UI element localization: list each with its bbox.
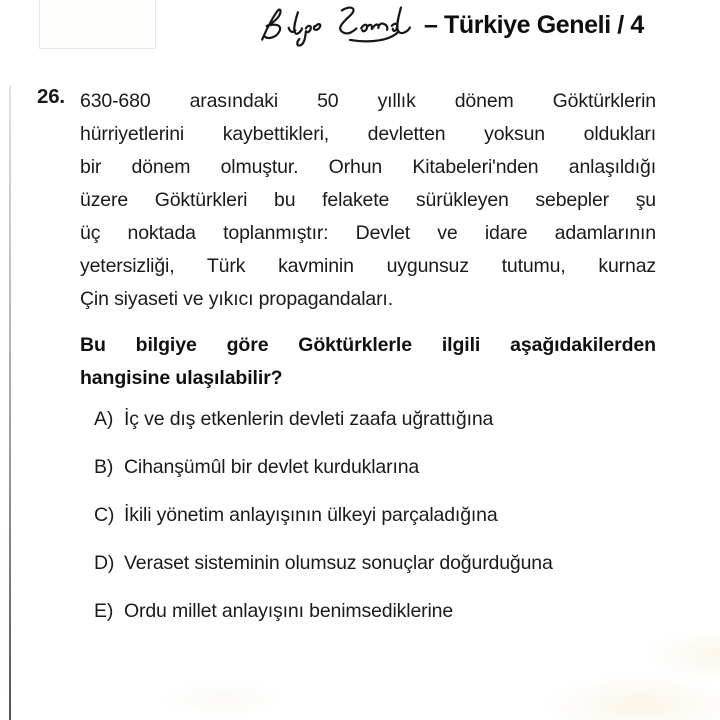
question-body-line: üzere Göktürkleri bu felakete sürükleyen sebepler şu bbox=[80, 189, 656, 211]
options-list bbox=[94, 403, 674, 643]
exam-header bbox=[252, 3, 644, 47]
question-body-line: üç noktada toplanmıştır: Devlet ve idare adamlarının bbox=[80, 222, 656, 244]
option-a bbox=[94, 403, 674, 436]
option-d bbox=[94, 547, 674, 580]
question-body bbox=[80, 85, 656, 316]
option-text: Cihanşümûl bir devlet kurduklarına bbox=[124, 456, 420, 478]
brand-signature-icon bbox=[252, 3, 415, 48]
question-body-line: hürriyetlerini kaybettikleri, devletten yoksun oldukları bbox=[80, 123, 656, 145]
option-text: İç ve dış etkenlerin devleti zaafa uğrattığına bbox=[124, 408, 494, 430]
question-stem bbox=[80, 329, 656, 395]
question-body-line: 630-680 arasındaki 50 yıllık dönem Göktürklerin bbox=[80, 90, 656, 112]
option-letter: D) bbox=[94, 552, 115, 574]
option-e bbox=[94, 595, 674, 628]
question-number: 26. bbox=[37, 85, 65, 108]
scan-box-artifact bbox=[39, 0, 156, 49]
option-text: Veraset sisteminin olumsuz sonuçlar doğurduğuna bbox=[124, 552, 553, 574]
option-b bbox=[94, 451, 674, 484]
option-letter: A) bbox=[94, 408, 114, 430]
exam-title: – Türkiye Geneli / 4 bbox=[424, 10, 644, 39]
option-letter: E) bbox=[94, 600, 114, 622]
question-body-line: Çin siyaseti ve yıkıcı propagandaları. bbox=[80, 288, 393, 310]
question-stem-line: hangisine ulaşılabilir? bbox=[80, 367, 283, 389]
option-c bbox=[94, 499, 674, 532]
option-letter: B) bbox=[94, 456, 114, 478]
question-body-line: yetersizliği, Türk kavminin uygunsuz tutumu, kurnaz bbox=[80, 255, 656, 277]
question-body-line: bir dönem olmuştur. Orhun Kitabeleri'nden anlaşıldığı bbox=[80, 156, 656, 178]
option-letter: C) bbox=[94, 504, 115, 526]
option-text: İkili yönetim anlayışının ülkeyi parçaladığına bbox=[124, 504, 498, 526]
question-stem-line: Bu bilgiye göre Göktürklerle ilgili aşağıdakilerden bbox=[80, 334, 656, 356]
option-text: Ordu millet anlayışını benimsediklerine bbox=[124, 600, 454, 622]
page-edge-line bbox=[9, 86, 11, 720]
